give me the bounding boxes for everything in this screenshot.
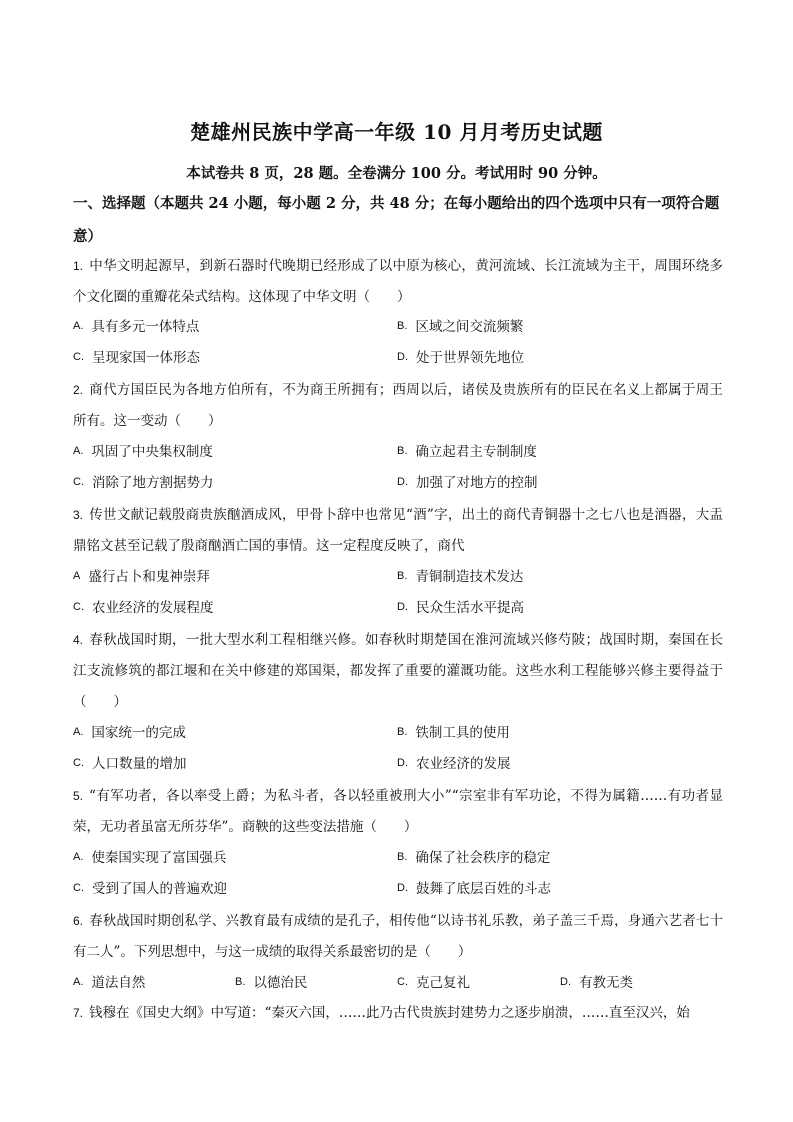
exam-subtitle: 本试卷共 8 页，28 题。全卷满分 100 分。考试用时 90 分钟。 — [186, 165, 607, 182]
question-stem: 春秋战国时期创私学、兴教育最有成绩的是孔子，相传他“以诗书礼乐教，弟子盖三千焉，身通六艺者七十有二人”。下列思想中，与这一成绩的取得关系最密切的是（ ） — [73, 913, 723, 960]
question-stem: 中华文明起源早，到新石器时代晚期已经形成了以中原为核心，黄河流域、长江流域为主干，周围环绕多个文化圈的重瓣花朵式结构。这体现了中华文明（ ） — [73, 258, 723, 305]
option-c: C. 受到了国人的普遍欢迎 — [73, 881, 227, 897]
question-number: 5. — [73, 789, 84, 803]
question-number: 6. — [73, 914, 84, 928]
option-d: D. 鼓舞了底层百姓的斗志 — [397, 881, 551, 897]
question-5 — [73, 781, 723, 843]
option-c: C. 农业经济的发展程度 — [73, 600, 214, 616]
option-c: C. 呈现家国一体形态 — [73, 350, 200, 366]
option-b: B. 区域之间交流频繁 — [397, 319, 524, 335]
question-4 — [73, 625, 723, 718]
question-stem: 钱穆在《国史大纲》中写道：“秦灭六国，……此乃古代贵族封建势力之逐步崩溃，……直至汉兴，始 — [89, 1005, 690, 1021]
question-stem: 传世文献记载殷商贵族酗酒成风，甲骨卜辞中也常见“酒”字，出土的商代青铜器十之七八也是酒器，大盂鼎铭文甚至记载了殷商酗酒亡国的事情。这一定程度反映了，商代 — [73, 507, 723, 554]
question-7 — [73, 998, 723, 1029]
question-number: 1. — [73, 259, 84, 273]
option-d: D. 处于世界领先地位 — [397, 350, 524, 366]
option-c: C. 人口数量的增加 — [73, 756, 187, 772]
question-stem: 春秋战国时期，一批大型水利工程相继兴修。如春秋时期楚国在淮河流域兴修芍陂；战国时期，秦国在长江支流修筑的都江堰和在关中修建的郑国渠，都发挥了重要的灌溉功能。这些水利工程能够兴修主要得益于（ ） — [73, 632, 723, 710]
option-c: C. 消除了地方割据势力 — [73, 475, 214, 491]
option-a: A. 国家统一的完成 — [73, 725, 186, 741]
option-d: D. 农业经济的发展 — [397, 756, 511, 772]
option-b: B. 确立起君主专制制度 — [397, 444, 537, 460]
option-a: A. 具有多元一体特点 — [73, 319, 200, 335]
question-stem: 商代方国臣民为各地方伯所有，不为商王所拥有；西周以后，诸侯及贵族所有的臣民在名义上都属于周王所有。这一变动（ ） — [73, 382, 723, 429]
option-b: B. 以德治民 — [235, 975, 308, 991]
option-c: C. 克己复礼 — [397, 975, 470, 991]
option-d: D. 有教无类 — [560, 975, 633, 991]
question-number: 2. — [73, 383, 84, 397]
exam-title: 楚雄州民族中学高一年级 10 月月考历史试题 — [190, 120, 603, 144]
question-1 — [73, 251, 723, 313]
question-6 — [73, 906, 723, 968]
option-d: D. 民众生活水平提高 — [397, 600, 524, 616]
question-2 — [73, 375, 723, 437]
question-3 — [73, 500, 723, 562]
option-b: B. 铁制工具的使用 — [397, 725, 510, 741]
option-b: B. 青铜制造技术发达 — [397, 569, 524, 585]
option-a: A. 使秦国实现了富国强兵 — [73, 850, 227, 866]
option-a: A. 巩固了中央集权制度 — [73, 444, 213, 460]
option-a: A. 道法自然 — [73, 975, 146, 991]
option-b: B. 确保了社会秩序的稳定 — [397, 850, 551, 866]
question-number: 4. — [73, 633, 84, 647]
question-number: 7. — [73, 1006, 84, 1020]
option-d: D. 加强了对地方的控制 — [397, 475, 538, 491]
section-heading: 一、选择题（本题共 24 小题，每小题 2 分，共 48 分；在每小题给出的四个选项中只有一项符合题意） — [73, 195, 720, 245]
question-number: 3. — [73, 508, 84, 522]
question-stem: “有军功者，各以率受上爵；为私斗者，各以轻重被刑大小”“宗室非有军功论，不得为属籍……有功者显荣，无功者虽富无所芬华”。商鞅的这些变法措施（ ） — [73, 788, 723, 835]
option-a: A 盛行占卜和鬼神崇拜 — [73, 569, 210, 585]
